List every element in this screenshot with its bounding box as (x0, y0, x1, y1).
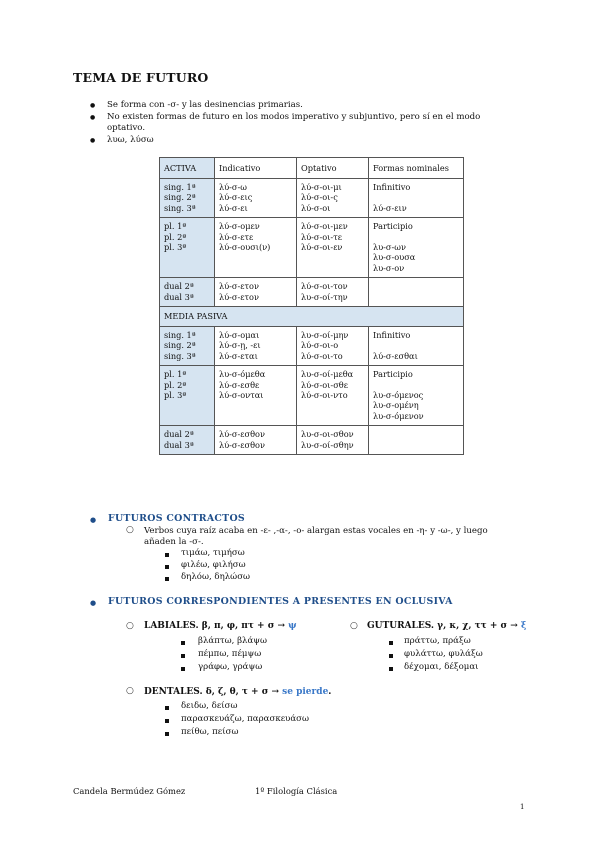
header-indicativo: Indicativo (215, 158, 297, 179)
intro-list (90, 100, 510, 146)
labiales-example: βλάπτω, βλάψω (198, 636, 268, 646)
guturales-rule: GUTURALES. γ, κ, χ, ττ + σ → ξ (367, 621, 527, 631)
optative-cell: λυ-σ-οι-σθον λυ-σ-οί-σθην (297, 426, 369, 455)
square-bullet-icon (389, 667, 393, 671)
table-row (160, 278, 464, 307)
guturales-example: φυλάττω, φυλάξω (404, 649, 483, 659)
square-bullet-icon (165, 565, 169, 569)
footer-course: 1º Filología Clásica (255, 786, 338, 796)
nominal-cell: Infinitivo λύ-σ-εσθαι (369, 327, 464, 366)
persons-cell: pl. 1ª pl. 2ª pl. 3ª (160, 366, 215, 426)
nominal-cell: Participio λυ-σ-ων λυ-σ-ουσα λυ-σ-ον (369, 218, 464, 278)
table-row (160, 179, 464, 218)
square-bullet-icon (389, 641, 393, 645)
labiales-example: πέμπω, πέμψω (198, 649, 262, 659)
dentales-rule: DENTALES. δ, ζ, θ, τ + σ → se pierde. (144, 687, 332, 697)
contractos-example: δηλόω, δηλώσω (181, 572, 251, 582)
nominal-cell (369, 278, 464, 307)
header-activa: ACTIVA (160, 158, 215, 179)
contractos-rule: Verbos cuya raíz acaba en -ε- ,-α-, -ο- alargan estas vocales en -η- y -ω-, y luego (144, 526, 488, 536)
square-bullet-icon (165, 732, 169, 736)
circle-bullet-icon: ○ (126, 686, 134, 696)
circle-bullet-icon: ○ (350, 621, 358, 631)
header-formas-nominales: Formas nominales (369, 158, 464, 179)
square-bullet-icon (165, 577, 169, 581)
persons-cell: dual 2ª dual 3ª (160, 426, 215, 455)
optative-cell: λυ-σ-οί-μεθα λύ-σ-οι-σθε λύ-σ-οι-ντο (297, 366, 369, 426)
conjugation-table (159, 157, 464, 455)
square-bullet-icon (389, 654, 393, 658)
indicative-cell: λύ-σ-εσθον λύ-σ-εσθον (215, 426, 297, 455)
guturales-example: δέχομαι, δέξομαι (404, 662, 479, 672)
labiales-example: γράφω, γράψω (198, 662, 263, 672)
optative-cell: λυ-σ-οί-μην λύ-σ-οι-ο λύ-σ-οι-το (297, 327, 369, 366)
bullet-icon: ● (90, 599, 97, 607)
contractos-example: τιμάω, τιμήσω (181, 548, 245, 558)
square-bullet-icon (181, 641, 185, 645)
intro-item: ● λυω, λύσω (90, 135, 510, 147)
guturales-example: πράττω, πράξω (404, 636, 471, 646)
circle-bullet-icon: ○ (126, 621, 134, 631)
optative-cell: λύ-σ-οι-μι λύ-σ-οι-ς λύ-σ-οι (297, 179, 369, 218)
table-row (160, 218, 464, 278)
indicative-cell: λύ-σ-ομαι λύ-σ-ῃ, -ει λύ-σ-εται (215, 327, 297, 366)
dentales-example: πείθω, πείσω (181, 727, 239, 737)
contractos-example: φιλέω, φιλήσω (181, 560, 246, 570)
nominal-cell (369, 426, 464, 455)
indicative-cell: λύ-σ-ω λύ-σ-εις λύ-σ-ει (215, 179, 297, 218)
square-bullet-icon (165, 719, 169, 723)
dentales-example: παρασκευάζω, παρασκευάσω (181, 714, 310, 724)
table-row (160, 366, 464, 426)
page-number: 1 (520, 803, 525, 811)
page-title: TEMA DE FUTURO (73, 70, 209, 85)
persons-cell: pl. 1ª pl. 2ª pl. 3ª (160, 218, 215, 278)
persons-cell: dual 2ª dual 3ª (160, 278, 215, 307)
square-bullet-icon (165, 706, 169, 710)
heading-futuros-contractos: FUTUROS CONTRACTOS (108, 513, 245, 524)
persons-cell: sing. 1ª sing. 2ª sing. 3ª (160, 327, 215, 366)
square-bullet-icon (165, 553, 169, 557)
heading-futuros-oclusiva: FUTUROS CORRESPONDIENTES A PRESENTES EN OCLUSIVA (108, 596, 453, 607)
intro-item: ● No existen formas de futuro en los modos imperativo y subjuntivo, pero sí en el modo optativo. (90, 112, 510, 135)
labiales-rule: LABIALES. β, π, φ, πτ + σ → ψ (144, 621, 297, 631)
header-optativo: Optativo (297, 158, 369, 179)
table-row (160, 426, 464, 455)
square-bullet-icon (181, 667, 185, 671)
circle-bullet-icon: ○ (126, 525, 134, 535)
indicative-cell: λύ-σ-ομεν λύ-σ-ετε λύ-σ-ουσι(ν) (215, 218, 297, 278)
square-bullet-icon (181, 654, 185, 658)
optative-cell: λύ-σ-οι-τον λυ-σ-οί-την (297, 278, 369, 307)
indicative-cell: λύ-σ-ετον λύ-σ-ετον (215, 278, 297, 307)
contractos-rule-cont: añaden la -σ-. (144, 537, 204, 547)
nominal-cell: Participio λυ-σ-όμενος λυ-σ-ομένη λυ-σ-όμενον (369, 366, 464, 426)
optative-cell: λύ-σ-οι-μεν λύ-σ-οι-τε λύ-σ-οι-εν (297, 218, 369, 278)
indicative-cell: λυ-σ-όμεθα λύ-σ-εσθε λύ-σ-ονται (215, 366, 297, 426)
dentales-example: δειδω, δείσω (181, 701, 238, 711)
table-row (160, 327, 464, 366)
bullet-icon: ● (90, 516, 97, 524)
footer-author: Candela Bermúdez Gómez (73, 786, 186, 796)
nominal-cell: Infinitivo λύ-σ-ειν (369, 179, 464, 218)
intro-item: ● Se forma con -σ- y las desinencias primarias. (90, 100, 510, 112)
section-media-pasiva: MEDIA PASIVA (160, 307, 464, 327)
persons-cell: sing. 1ª sing. 2ª sing. 3ª (160, 179, 215, 218)
